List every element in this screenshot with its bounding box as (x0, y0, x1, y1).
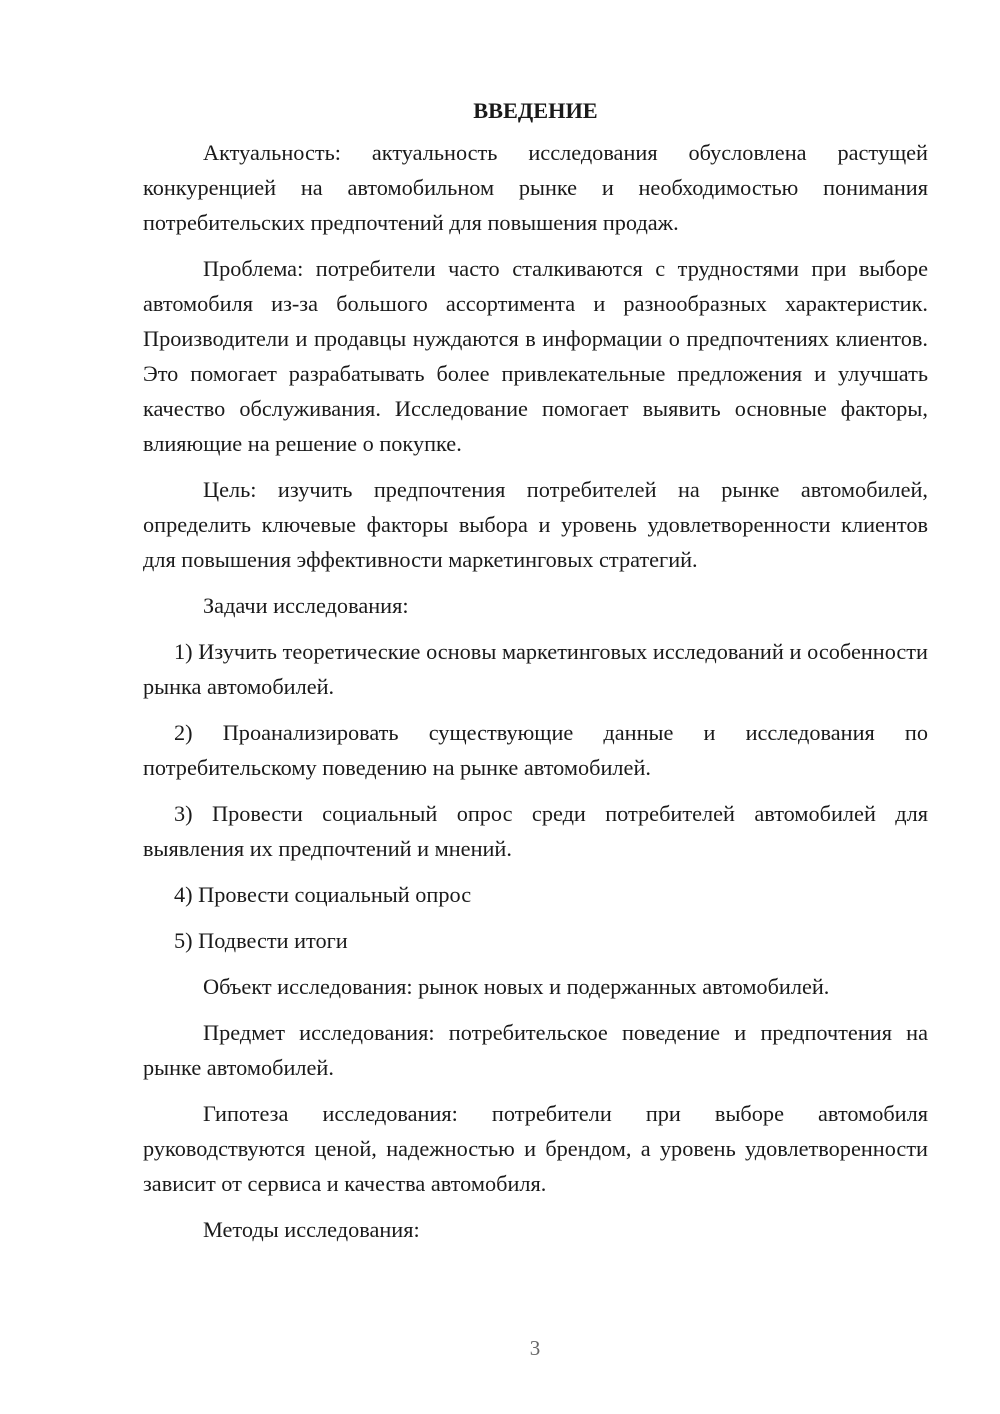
goal-paragraph: Цель: изучить предпочтения потребителей на рынке автомобилей, определить ключевые факторы выбора и уровень удовлетворенности клиентов для повышения эффективности маркетинговых стратегий. (143, 477, 928, 572)
relevance-paragraph: Актуальность: актуальность исследования обусловлена растущей конкуренцией на автомобильном рынке и необходимостью понимания потребительских предпочтений для повышения продаж. (143, 140, 928, 235)
hypothesis-paragraph: Гипотеза исследования: потребители при выборе автомобиля руководствуются ценой, надежностью и брендом, а уровень удовлетворенности зависит от сервиса и качества автомобиля. (143, 1101, 928, 1196)
task-item-2: 2) Проанализировать существующие данные и исследования по потребительскому поведению на рынке автомобилей. (143, 720, 928, 780)
problem-paragraph: Проблема: потребители часто сталкиваются с трудностями при выборе автомобиля из-за большого ассортимента и разнообразных характеристик. Производители и продавцы нуждаются в информации о предпочтениях клиентов. Это помогает разрабатывать более привлекательные предложения и улучшать качество обслуживания. Исследование помогает выявить основные факторы, влияющие на решение о покупке. (143, 256, 928, 456)
methods-paragraph: Методы исследования: (203, 1217, 420, 1242)
task-item-4: 4) Провести социальный опрос (174, 882, 472, 907)
page-number: 3 (529, 1336, 541, 1360)
task-item-5: 5) Подвести итоги (174, 928, 348, 953)
subject-paragraph: Предмет исследования: потребительское поведение и предпочтения на рынке автомобилей. (143, 1020, 928, 1080)
task-item-1: 1) Изучить теоретические основы маркетинговых исследований и особенности рынка автомобилей. (143, 639, 928, 699)
section-heading: ВВЕДЕНИЕ (473, 98, 598, 123)
task-item-3: 3) Провести социальный опрос среди потребителей автомобилей для выявления их предпочтений и мнений. (143, 801, 928, 861)
object-paragraph: Объект исследования: рынок новых и подержанных автомобилей. (203, 974, 830, 999)
tasks-intro: Задачи исследования: (203, 593, 409, 618)
document-body (143, 92, 928, 1258)
